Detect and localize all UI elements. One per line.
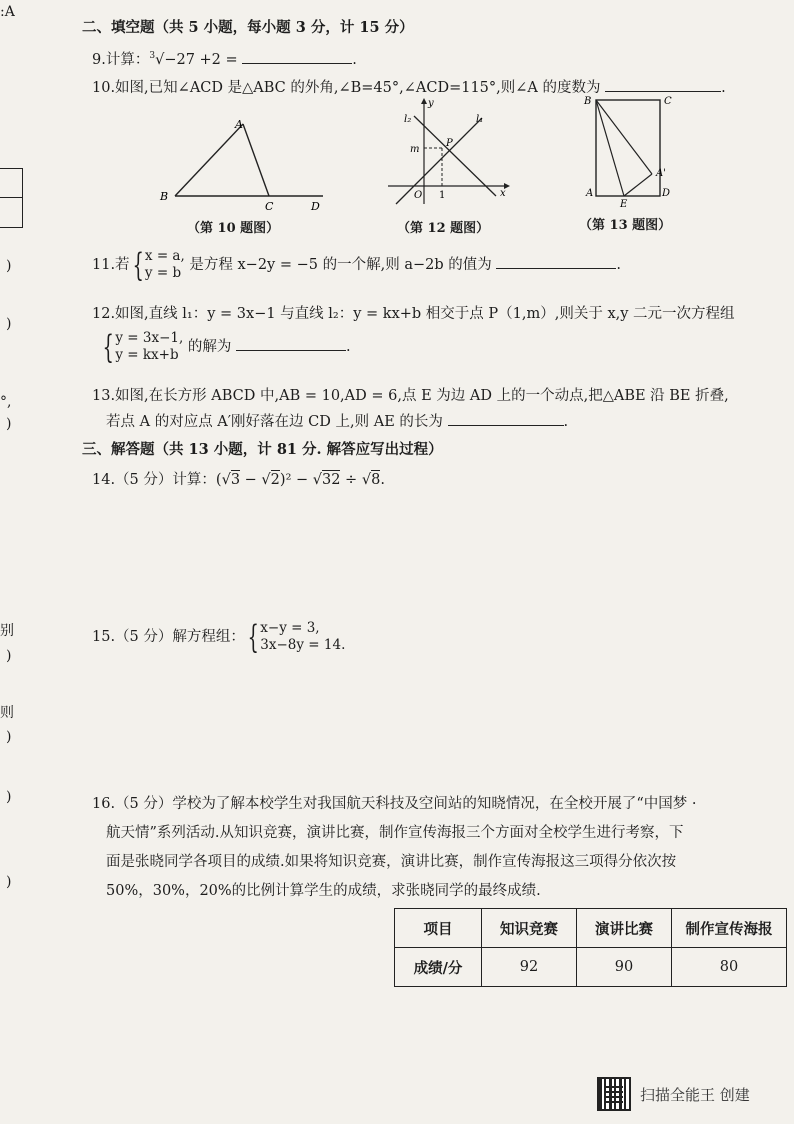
q14-prefix: 14.（5 分）计算：(: [92, 472, 222, 488]
margin-paren: ): [6, 258, 12, 274]
section-3-title: 三、解答题（共 13 小题，计 81 分. 解答应写出过程）: [82, 441, 443, 458]
margin-box-divider: [0, 197, 22, 198]
q15-line2: 3x−8y = 14.: [260, 637, 346, 653]
margin-label-a: :A: [0, 4, 15, 20]
q11-answer-blank[interactable]: [496, 254, 616, 269]
q15-system: [260, 620, 345, 654]
question-15: [92, 620, 345, 654]
margin-fragment: °,: [0, 394, 12, 410]
table-header: 制作宣传海报: [672, 909, 787, 948]
qr-code-icon: [597, 1077, 631, 1111]
q9-answer-blank[interactable]: [242, 49, 352, 64]
table-header: 项目: [395, 909, 482, 948]
q11-system: [145, 248, 185, 282]
question-9: 9.计算：$^3$√−27 +2 = .: [92, 48, 357, 69]
fig10-label-a: A: [235, 118, 243, 131]
q9-expression: −27 +2 =: [164, 52, 238, 68]
q16-line: 50%，30%，20%的比例计算学生的成绩，求张晓同学的最终成绩.: [106, 883, 541, 899]
question-12-line1: 12.如图,直线 l₁：y = 3x−1 与直线 l₂：y = kx+b 相交于点 P（1,m）,则关于 x,y 二元一次方程组: [92, 306, 735, 322]
q11-end: .: [616, 257, 621, 273]
margin-paren: ): [6, 789, 12, 805]
table-row: [395, 909, 787, 948]
score-table: [394, 908, 787, 987]
margin-paren: ): [6, 416, 12, 432]
margin-paren: ): [6, 316, 12, 332]
q15-brace: {: [247, 618, 259, 656]
q16-line: 16.（5 分）学校为了解本校学生对我国航天科技及空间站的知晓情况，在全校开展了“中国梦 ·: [92, 796, 697, 812]
q10-end: .: [721, 80, 726, 96]
q12-end: .: [346, 339, 351, 355]
q14-sqrt32: 32: [322, 472, 341, 488]
q14-div: ÷: [340, 472, 362, 488]
question-12-system: [100, 330, 351, 364]
q13-end: .: [563, 414, 569, 430]
question-13-line1: 13.如图,在长方形 ABCD 中,AB = 10,AD = 6,点 E 为边 AD 上的一个动点,把△ABE 沿 BE 折叠,: [92, 388, 729, 404]
q12-system: [115, 330, 183, 364]
figure-12: [384, 96, 512, 208]
figure-13: [580, 92, 680, 208]
figure-10: [155, 112, 335, 212]
margin-paren: ): [6, 729, 12, 745]
fig10-label-d: D: [311, 200, 320, 212]
q9-prefix: 9.计算：: [92, 52, 150, 68]
fig13-label-a-prime: A': [656, 168, 666, 179]
q11-line2: y = b: [144, 265, 182, 281]
fig13-label-e: E: [620, 199, 628, 208]
q11-text: 是方程 x−2y = −5 的一个解,则 a−2b 的值为: [189, 257, 492, 273]
fig12-label-l2: l₂: [404, 114, 412, 125]
fig13-label-d: D: [662, 188, 671, 199]
fig10-label-c: C: [265, 200, 274, 212]
q16-line: 航天情”系列活动.从知识竞赛，演讲比赛，制作宣传海报三个方面对全校学生进行考察，下: [106, 825, 684, 841]
fig12-label-y: y: [428, 98, 434, 109]
margin-paren: ): [6, 874, 12, 890]
table-cell: 90: [577, 948, 672, 987]
q14-end: .: [380, 472, 385, 488]
margin-fragment: 别: [0, 623, 14, 639]
fig13-label-a: A: [586, 188, 594, 199]
fig13-label-c: C: [664, 96, 672, 107]
q16-line: 面是张晓同学各项目的成绩.如果将知识竞赛，演讲比赛，制作宣传海报这三项得分依次按: [106, 854, 677, 870]
table-cell: 80: [672, 948, 787, 987]
q14-sqrt2: 2: [270, 472, 280, 488]
q13-answer-blank[interactable]: [448, 411, 564, 426]
q15-line1: x−y = 3,: [260, 620, 320, 636]
q11-brace: {: [132, 246, 144, 284]
q14-sqrt8: 8: [371, 472, 381, 488]
section-2-title: 二、填空题（共 5 小题，每小题 3 分，计 15 分）: [82, 19, 414, 36]
table-header: 知识竞赛: [482, 909, 577, 948]
q12-line2: y = kx+b: [115, 347, 179, 363]
q13-text2: 若点 A 的对应点 A′刚好落在边 CD 上,则 AE 的长为: [106, 414, 443, 430]
q12-answer-blank[interactable]: [236, 336, 346, 351]
fig13-caption: （第 13 题图）: [579, 218, 672, 233]
q14-mid: )² −: [279, 472, 313, 488]
table-row: [395, 948, 787, 987]
margin-box: [0, 168, 23, 228]
margin-fragment: 则: [0, 705, 14, 721]
fig12-caption: （第 12 题图）: [397, 221, 490, 236]
margin-paren: ): [6, 648, 12, 664]
scanner-watermark: 扫描全能王 创建: [640, 1086, 750, 1104]
fig10-label-b: B: [160, 190, 169, 203]
question-14: 14.（5 分）计算：(√3 − √2)² − √32 ÷ √8.: [92, 472, 385, 488]
table-row-label: 成绩/分: [395, 948, 482, 987]
q11-prefix: 11.若: [92, 257, 130, 273]
q12-line1: y = 3x−1,: [115, 330, 184, 346]
fig12-label-m: m: [410, 144, 420, 155]
q10-answer-blank[interactable]: [605, 77, 721, 92]
question-16: [92, 790, 697, 906]
q12-text2: 的解为: [187, 339, 232, 355]
fig12-label-1: 1: [439, 190, 446, 201]
q12-brace: {: [102, 328, 114, 366]
table-header: 演讲比赛: [577, 909, 672, 948]
table-cell: 92: [482, 948, 577, 987]
fig12-label-o: O: [414, 190, 423, 201]
fig12-label-p: P: [446, 138, 453, 149]
q15-prefix: 15.（5 分）解方程组：: [92, 629, 245, 645]
q14-sqrt3: 3: [230, 472, 241, 488]
fig10-caption: （第 10 题图）: [187, 221, 280, 236]
q10-text: 10.如图,已知∠ACD 是△ABC 的外角,∠B=45°,∠ACD=115°,则∠A 的度数为: [92, 80, 601, 96]
q11-line1: x = a,: [144, 248, 185, 264]
question-11: [92, 248, 621, 282]
fig12-label-l1: l₁: [476, 114, 484, 125]
fig12-label-x: x: [500, 188, 506, 199]
question-13-line2: [106, 410, 568, 431]
q14-minus: −: [240, 472, 262, 488]
q9-root-index: 3: [149, 51, 156, 62]
fig13-label-b: B: [584, 96, 592, 107]
